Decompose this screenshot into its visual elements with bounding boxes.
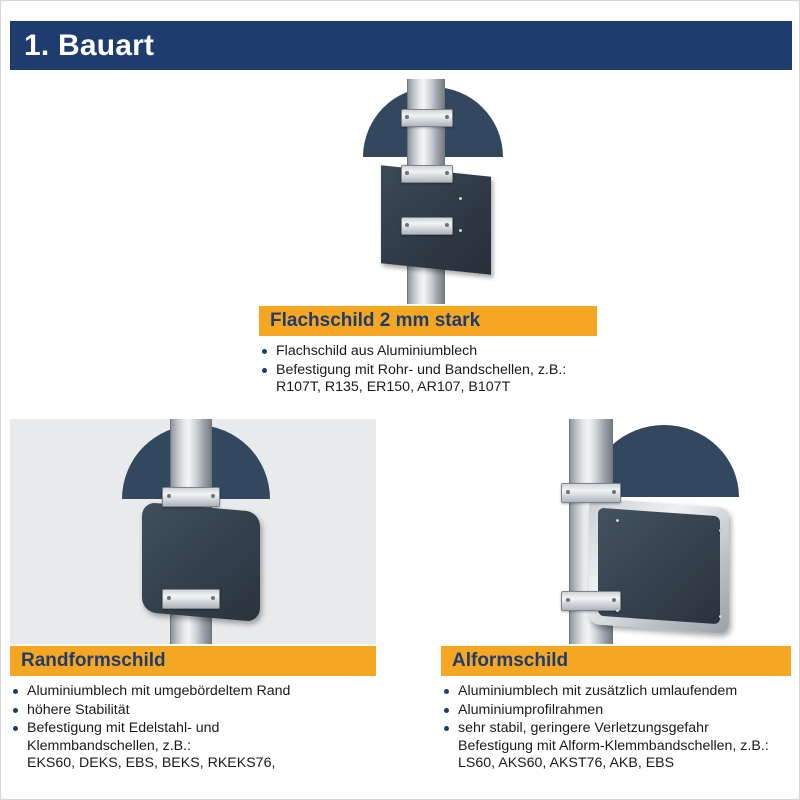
label-randformschild-text: Randformschild xyxy=(21,650,166,671)
photo-randformschild xyxy=(10,419,376,644)
list-item xyxy=(441,702,791,720)
list-item xyxy=(259,343,597,361)
alform-clamp-top xyxy=(561,483,621,503)
label-randformschild xyxy=(10,646,376,676)
list-item xyxy=(10,702,376,720)
section-randformschild xyxy=(10,419,376,774)
bullets-flachschild xyxy=(259,343,597,397)
bullet-text-continued: Befestigung mit Alform-Klemmbandschellen, z.B.: xyxy=(458,737,769,754)
pipe-clamp-bottom xyxy=(401,217,453,235)
bullet-text-continued: Klemmbandschellen, z.B.: xyxy=(27,737,192,754)
alform-frame-sign-panel xyxy=(589,498,729,634)
list-item xyxy=(441,683,791,701)
bullet-text: Aluminiumblech mit zusätzlich umlaufendem xyxy=(458,683,738,699)
photo-flachschild xyxy=(259,79,597,304)
bullets-randformschild xyxy=(10,683,376,773)
bullet-text-codes: EKS60, DEKS, EBS, BEKS, RKEKS76, xyxy=(27,755,276,771)
photo-alformschild xyxy=(441,419,791,644)
pipe-clamp-middle xyxy=(401,165,453,183)
page-header xyxy=(10,21,792,70)
label-flachschild xyxy=(259,306,597,336)
bullet-text-continued: R107T, R135, ER150, AR107, B107T xyxy=(276,379,511,395)
bullet-text: Flachschild aus Aluminiumblech xyxy=(276,343,478,359)
bullet-text: Aluminiumblech mit umgebördeltem Rand xyxy=(27,683,291,699)
bullet-text: Befestigung mit Edelstahl- und xyxy=(27,720,220,736)
label-alformschild-text: Alformschild xyxy=(452,650,569,671)
label-flachschild-text: Flachschild 2 mm stark xyxy=(270,310,481,331)
list-item xyxy=(10,683,376,701)
bullets-alformschild xyxy=(441,683,791,773)
clamp-band-top xyxy=(162,487,220,507)
bullet-text: Befestigung mit Rohr- und Bandschellen, z.B.: xyxy=(276,361,567,378)
section-flachschild xyxy=(259,79,597,398)
section-alformschild xyxy=(441,419,791,774)
list-item xyxy=(10,720,376,773)
bullet-text-codes: LS60, AKS60, AKST76, AKB, EBS xyxy=(458,755,675,771)
alform-clamp-bottom xyxy=(561,591,621,611)
bullet-text: höhere Stabilität xyxy=(27,701,130,718)
list-item xyxy=(259,362,597,397)
list-item xyxy=(441,720,791,773)
bullet-text: Aluminiumprofilrahmen xyxy=(458,701,604,718)
page-title: 1. Bauart xyxy=(24,28,155,62)
clamp-band-bottom xyxy=(162,589,220,609)
pipe-clamp-top xyxy=(401,109,453,127)
label-alformschild xyxy=(441,646,791,676)
bullet-text: sehr stabil, geringere Verletzungsgefahr xyxy=(458,720,709,736)
